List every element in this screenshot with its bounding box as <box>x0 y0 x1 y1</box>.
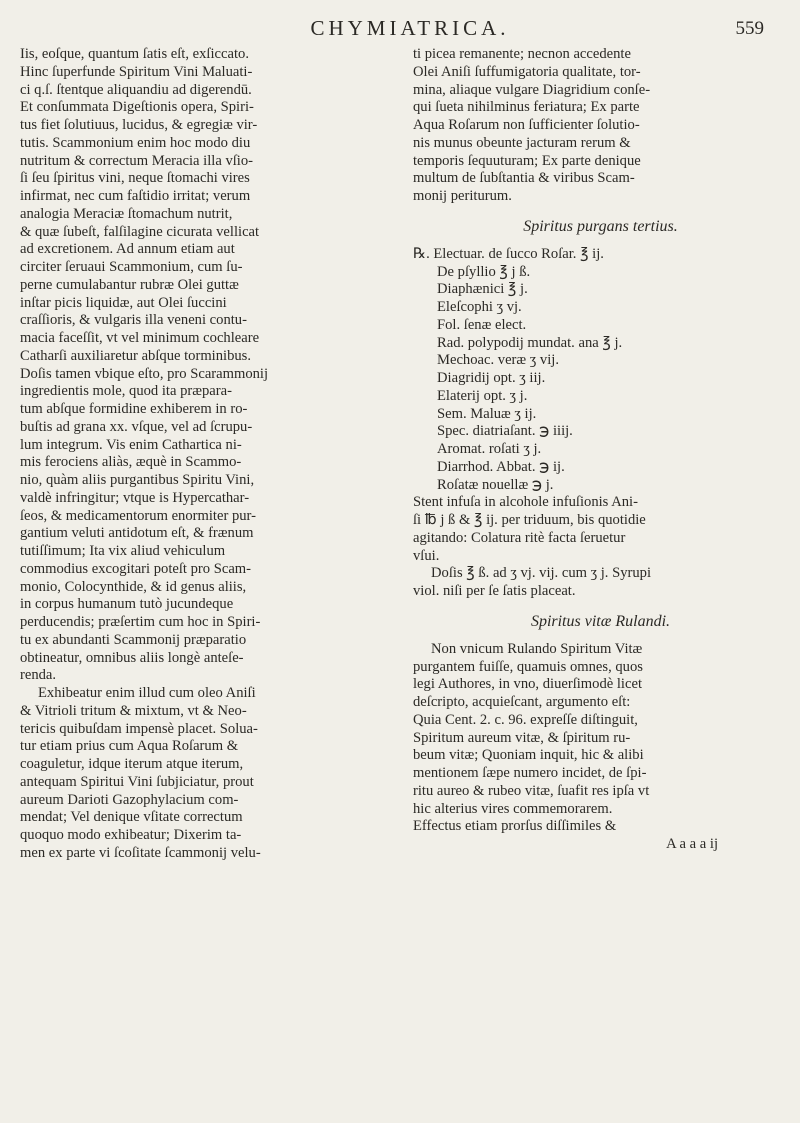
text-line: in corpus humanum tutò jucundeque <box>20 596 234 613</box>
text-line: tutiſſimum; Ita vix aliud vehiculum <box>20 543 226 559</box>
text-line: lum integrum. Vis enim Cathartica ni- <box>20 436 242 453</box>
text-line: vſui. <box>413 547 440 564</box>
section-heading-spiritus-purgans: Spiritus purgans tertius. <box>523 217 678 235</box>
right-column <box>413 46 788 854</box>
text-line: Catharſi auxiliaretur abſque torminibus. <box>20 347 252 364</box>
text-line: Mechoac. veræ ʒ vij. <box>437 352 559 369</box>
text-line: obtineatur, omnibus aliis longè anteſe- <box>20 649 244 666</box>
signature-catchword: A a a a ij <box>666 836 718 852</box>
text-line: men ex parte vi ſcoſitate ſcammonij velu- <box>20 844 261 861</box>
text-line: nutritum & correctum Meracia illa vſio- <box>20 152 254 169</box>
text-line: ritu aureo & rubeo vitæ, ſuafit res ipſa vt <box>413 782 650 799</box>
text-line: ſi ſeu ſpiritus vini, neque ſtomachi vires <box>20 170 250 187</box>
text-line: Aromat. roſati ʒ j. <box>437 441 542 457</box>
text-line: perne cumulabantur rubræ Olei guttæ <box>20 276 239 293</box>
text-line: mina, aliaque vulgare Diagridium conſe- <box>413 81 651 98</box>
text-line: nio, quàm aliis purgantibus Spiritu Vini, <box>20 472 255 488</box>
text-line: Diaphænici ℥ j. <box>437 281 528 298</box>
text-line: monio, Colocynthide, & id genus aliis, <box>20 578 247 595</box>
text-line: tum abſque formidine exhiberem in ro- <box>20 401 248 417</box>
text-line: antequam Spiritui Vini ſubjiciatur, prout <box>20 773 254 790</box>
text-line: ad excretionem. Ad annum etiam aut <box>20 241 235 258</box>
method-text <box>413 494 788 601</box>
text-line: Spec. diatriaſant. ℈ iiij. <box>437 423 573 440</box>
text-line: Non vnicum Rulando Spiritum Vitæ <box>431 640 643 657</box>
text-line: tur etiam prius cum Aqua Roſarum & <box>20 738 239 755</box>
section-body-text <box>413 641 788 836</box>
text-line: Diarrhod. Abbat. ℈ ij. <box>437 458 565 475</box>
text-line: multum de ſubſtantia & viribus Scam- <box>413 170 635 187</box>
text-line: renda. <box>20 667 57 684</box>
text-line: Doſis tamen vbique eſto, pro Scarammonij <box>20 365 269 382</box>
text-line: viol. niſi per ſe ſatis placeat. <box>413 583 576 599</box>
text-line: tutis. Scammonium enim hoc modo diu <box>20 134 251 151</box>
text-line: Elaterij opt. ʒ j. <box>437 387 528 404</box>
text-line: nis munus obeunte jacturam rerum & <box>413 134 631 151</box>
text-line: ci q.ſ. ſtentque aliquandiu ad digerendū. <box>20 81 252 98</box>
text-line: purgantem fuiſſe, quamuis omnes, quos <box>413 658 643 675</box>
text-line: inſtar picis liquidæ, aut Olei ſuccini <box>20 294 227 311</box>
text-line: qui ſueta nihilminus feriatura; Ex parte <box>413 99 640 116</box>
text-line: tericis quibuſdam impensè placet. Solua- <box>20 720 258 737</box>
text-line: ti picea remanente; necnon accedente <box>413 46 631 62</box>
text-line: Diagridij opt. ʒ iij. <box>437 370 546 386</box>
text-line: Aqua Roſarum non ſufficienter ſolutio- <box>413 117 640 133</box>
text-line: mentionem ſæpe numero incidet, de ſpi- <box>413 765 647 781</box>
text-line: perducendis; præſertim cum hoc in Spiri- <box>20 614 261 630</box>
recipe-list <box>413 246 788 495</box>
text-line: Quia Cent. 2. c. 96. expreſſe diſtinguit, <box>413 711 638 728</box>
text-line: analogia Meraciæ ſtomachum nutrit, <box>20 205 233 222</box>
text-line: deſcripto, acquieſcant, argumento eſt: <box>413 694 631 710</box>
text-line: Rad. polypodij mundat. ana ℥ j. <box>437 334 623 351</box>
text-line: monij periturum. <box>413 188 512 204</box>
left-column <box>20 46 395 863</box>
text-line: Fol. ſenæ elect. <box>437 316 527 333</box>
text-line: macia faceſſit, vt vel minimum cochleare <box>20 330 260 346</box>
text-line: legi Authores, in vno, diuerſimodè licet <box>413 676 642 693</box>
section-heading-spiritus-vitae: Spiritus vitæ Rulandi. <box>530 612 671 630</box>
text-line: valdè infringitur; vtque is Hypercathar- <box>20 489 250 506</box>
text-line: Roſatæ nouellæ ℈ j. <box>437 476 554 493</box>
text-line: temporis ſequuturam; Ex parte denique <box>413 152 641 169</box>
text-line: mis ferociens aliàs, æquè in Scammo- <box>20 454 242 471</box>
text-line: agitando: Colatura ritè facta ſeruetur <box>413 529 626 546</box>
text-line: ℞. Electuar. de ſucco Roſar. ℥ ij. <box>413 245 604 262</box>
text-line: circiter ſeruaui Scammonium, cum ſu- <box>20 259 243 275</box>
text-line: commodius excogitari poteſt pro Scam- <box>20 560 252 577</box>
text-line: infirmat, nec cum faſtidio irritat; verum <box>20 188 251 204</box>
text-line: ſeos, & medicamentorum enormiter pur- <box>20 507 256 524</box>
text-line: coaguletur, idque iterum atque iterum, <box>20 756 244 772</box>
text-line: Iis, eoſque, quantum ſatis eſt, exſiccato. <box>20 46 249 62</box>
text-line: & Vitrioli tritum & mixtum, vt & Neo- <box>20 702 247 719</box>
text-line: hic alterius vires commemorarem. <box>413 800 613 817</box>
text-line: Spiritum aureum vitæ, & ſpiritum ru- <box>413 729 631 746</box>
text-line: tus fiet ſolutiuus, lucidus, & egregiæ vir- <box>20 117 258 133</box>
text-line: beum vitæ; Quoniam inquit, hic & alibi <box>413 747 644 764</box>
text-line: Et conſummata Digeſtionis opera, Spiri- <box>20 99 254 116</box>
text-line: Stent infuſa in alcohole infuſionis Ani- <box>413 494 638 511</box>
text-line: & quæ ſubeſt, falſilagine cicurata vellicat <box>20 223 260 240</box>
text-line: Olei Aniſi ſuffumigatoria qualitate, tor- <box>413 63 641 80</box>
text-line: tu ex abundanti Scammonij præparatio <box>20 631 247 648</box>
text-line: Sem. Maluæ ʒ ij. <box>437 405 537 422</box>
text-line: mendat; Vel denique vſitate correctum <box>20 809 243 826</box>
right-intro-text <box>413 46 788 206</box>
text-line: ſi ℔ j ß & ℥ ij. per triduum, bis quotidie <box>413 512 646 528</box>
text-line: Doſis ℥ ß. ad ʒ vj. vij. cum ʒ j. Syrupi <box>431 565 652 582</box>
text-line: Hinc ſuperfunde Spiritum Vini Maluati- <box>20 63 253 80</box>
text-line: De pſyllio ℥ j ß. <box>437 263 531 280</box>
page-header <box>0 16 800 46</box>
text-line: Exhibeatur enim illud cum oleo Aniſi <box>38 685 256 701</box>
text-line: gantium veluti antidotum eſt, & frænum <box>20 525 254 542</box>
text-line: ingredientis mole, quod ita præpara- <box>20 383 232 400</box>
text-line: Eleſcophi ʒ vj. <box>437 299 522 315</box>
text-line: aureum Darioti Gazophylacium com- <box>20 791 239 808</box>
text-line: buſtis ad grana xx. vſque, vel ad ſcrupu- <box>20 418 253 435</box>
text-line: craſſioris, & vulgaris illa veneni contu- <box>20 312 247 329</box>
text-line: Effectus etiam prorſus diſſimiles & <box>413 818 617 835</box>
page-number: 559 <box>735 18 764 39</box>
text-line: quoquo modo exhibeatur; Dixerim ta- <box>20 827 242 843</box>
running-title: CHYMIATRICA. <box>310 16 510 40</box>
